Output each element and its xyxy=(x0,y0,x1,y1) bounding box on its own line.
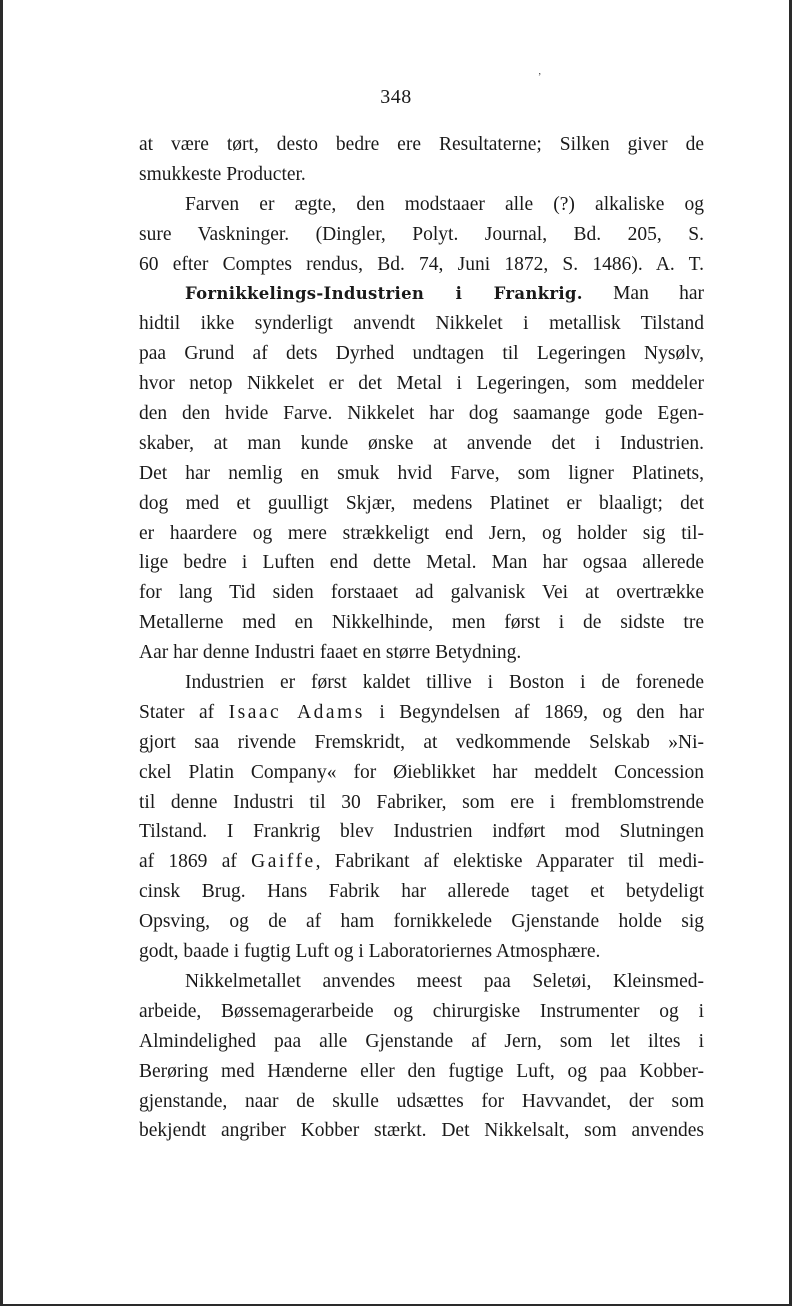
person-name: Gaiffe xyxy=(251,851,316,873)
text-line: Nikkelmetallet anvendes meest paa Seletøi, Kleinsmed- xyxy=(185,970,704,992)
text-line xyxy=(139,847,704,877)
text-line: at være tørt, desto bedre ere Resultaterne; Silken giver de xyxy=(139,134,704,155)
text-line: bekjendt angriber Kobber stærkt. Det Nikkelsalt, som anvendes xyxy=(139,1120,704,1142)
text-line: Farven er ægte, den modstaaer alle (?) alkaliske og xyxy=(185,193,704,215)
text-line: gjenstande, naar de skulle udsættes for Havvandet, der som xyxy=(139,1090,704,1112)
text-line: 60 efter Comptes rendus, Bd. 74, Juni 1872, S. 1486). A. T. xyxy=(139,253,704,275)
ink-speck: ʼ xyxy=(538,72,542,83)
text-line: til denne Industri til 30 Fabriker, som ere i fremblomstrende xyxy=(139,791,704,813)
text-line: hvor netop Nikkelet er det Metal i Legeringen, som meddeler xyxy=(139,373,704,395)
text-fragment: i Begyndelsen af 1869, og den har xyxy=(364,701,705,723)
text-line: smukkeste Producter. xyxy=(139,163,306,185)
text-line: Metallerne med en Nikkelhinde, men først i de sidste tre xyxy=(139,612,704,634)
section-heading: Fornikkelings-Industrien i Frankrig. xyxy=(185,284,583,304)
text-line: gjort saa rivende Fremskridt, at vedkommende Selskab »Ni- xyxy=(139,731,704,753)
text-fragment: , Fabrikant af elektiske Apparater til medi- xyxy=(315,851,704,873)
text-fragment: af 1869 af xyxy=(139,851,252,873)
scan-left-edge xyxy=(0,0,3,1306)
body-text xyxy=(139,130,704,1146)
text-line: Almindelighed paa alle Gjenstande af Jern, som let iltes i xyxy=(139,1030,704,1052)
text-fragment: Stater af xyxy=(139,701,229,723)
text-line: skaber, at man kunde ønske at anvende det i Industrien. xyxy=(139,432,704,454)
text-line xyxy=(139,698,704,728)
text-line: ckel Platin Company« for Øieblikket har meddelt Concession xyxy=(139,761,704,783)
heading-line-rest: Man har xyxy=(582,283,704,305)
text-line: er haardere og mere strækkeligt end Jern, og holder sig til- xyxy=(139,522,704,544)
text-line: paa Grund af dets Dyrhed undtagen til Legeringen Nysølv, xyxy=(139,343,704,365)
person-name: Isaac Adams xyxy=(228,701,365,723)
text-line: for lang Tid siden forstaaet ad galvanisk Vei at overtrække xyxy=(139,582,704,604)
page-number: 348 xyxy=(380,86,412,108)
text-line: sure Vaskninger. (Dingler, Polyt. Journal, Bd. 205, S. xyxy=(139,223,704,245)
text-line: lige bedre i Luften end dette Metal. Man har ogsaa allerede xyxy=(139,552,704,574)
text-line: den den hvide Farve. Nikkelet har dog saamange gode Egen- xyxy=(139,403,704,425)
text-line: Tilstand. I Frankrig blev Industrien indført mod Slutningen xyxy=(139,821,704,843)
text-line: dog med et guulligt Skjær, medens Platinet er blaaligt; det xyxy=(139,492,704,514)
text-line: Industrien er først kaldet tillive i Boston i de forenede xyxy=(185,672,704,694)
text-line: arbeide, Bøssemagerarbeide og chirurgiske Instrumenter og i xyxy=(139,1000,704,1022)
section-heading-line xyxy=(139,279,704,309)
text-line: cinsk Brug. Hans Fabrik har allerede taget et betydeligt xyxy=(139,881,704,903)
text-line: hidtil ikke synderligt anvendt Nikkelet i metallisk Tilstand xyxy=(139,313,704,335)
text-line: Berøring med Hænderne eller den fugtige Luft, og paa Kobber- xyxy=(139,1060,704,1082)
text-line: Opsving, og de af ham fornikkelede Gjenstande holde sig xyxy=(139,911,704,933)
text-line: godt, baade i fugtig Luft og i Laboratoriernes Atmosphære. xyxy=(139,941,601,963)
text-line: Aar har denne Industri faaet en større Betydning. xyxy=(139,642,522,664)
text-line: Det har nemlig en smuk hvid Farve, som ligner Platinets, xyxy=(139,462,704,484)
